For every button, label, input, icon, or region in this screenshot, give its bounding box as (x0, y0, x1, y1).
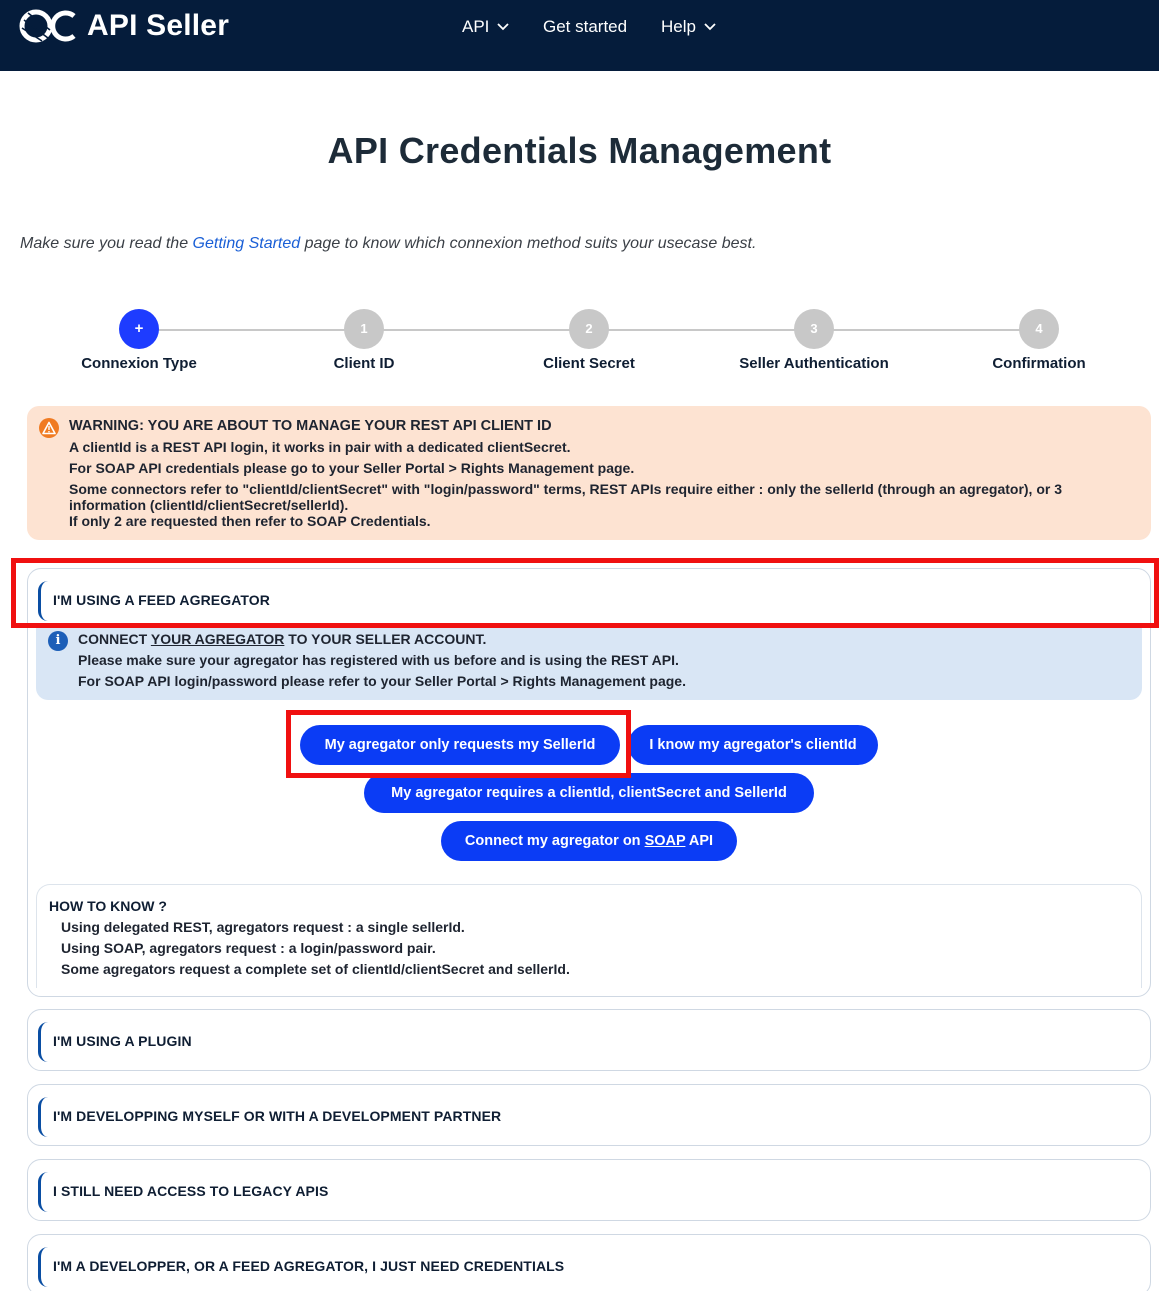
step-marker: 3 (794, 309, 834, 349)
info-title-after: TO YOUR SELLER ACCOUNT. (284, 631, 487, 647)
just-credentials-panel[interactable] (27, 1234, 1151, 1291)
panel-title: I'M A DEVELOPPER, OR A FEED AGREGATOR, I JUST NEED CREDENTIALS (53, 1258, 565, 1274)
step-seller-authentication[interactable] (714, 309, 914, 373)
nav-get-started-label: Get started (543, 17, 628, 36)
step-label: Client ID (333, 355, 395, 372)
step-connexion-type[interactable] (39, 309, 239, 373)
warning-line: information (clientId/clientSecret/sellerId). (69, 497, 349, 513)
legacy-apis-panel-header[interactable] (28, 1160, 1150, 1222)
step-confirmation[interactable] (939, 309, 1139, 373)
step-marker: 2 (569, 309, 609, 349)
intro-text (20, 234, 756, 254)
warning-alert (27, 406, 1151, 540)
panel-title: I'M USING A FEED AGREGATOR (53, 592, 270, 608)
page-title: API Credentials Management (327, 130, 832, 171)
brand-name[interactable]: API Seller (87, 9, 230, 42)
step-label: Client Secret (543, 355, 635, 372)
warning-line: A clientId is a REST API login, it works in pair with a dedicated clientSecret. (69, 439, 571, 455)
soap-button-after: API (685, 833, 714, 849)
how-to-know-line: Using SOAP, agregators request : a login/password pair. (61, 940, 436, 956)
nav-api-label: API (462, 17, 490, 36)
nav-get-started[interactable] (543, 16, 627, 38)
panel-title: I'M USING A PLUGIN (53, 1033, 192, 1049)
top-navigation-bar (0, 0, 1159, 71)
developing-panel-header[interactable] (28, 1085, 1150, 1147)
how-to-know-line: Using delegated REST, agregators request : a single sellerId. (61, 919, 465, 935)
intro-text-before: Make sure you read the (20, 235, 193, 252)
intro-text-after: page to know which connexion method suits your usecase best. (300, 235, 757, 252)
warning-line: Some connectors refer to "clientId/clientSecret" with "login/password" terms, REST APIs require either : only the sellerId (through an agregator), or 3 (69, 481, 1063, 497)
feed-agregator-panel-header[interactable] (28, 569, 1150, 631)
connect-agregator-soap-button[interactable] (441, 821, 737, 861)
chevron-down-icon (704, 23, 716, 31)
how-to-know-title: HOW TO KNOW ? (49, 898, 167, 914)
chevron-down-icon (497, 23, 509, 31)
nav-api[interactable] (462, 16, 509, 38)
nav-help-label: Help (661, 17, 696, 36)
warning-line: If only 2 are requested then refer to SOAP Credentials. (69, 513, 431, 529)
step-marker: 1 (344, 309, 384, 349)
plugin-panel-header[interactable] (28, 1010, 1150, 1072)
info-title (78, 631, 686, 647)
just-credentials-panel-header[interactable] (28, 1235, 1150, 1291)
step-client-id[interactable] (264, 309, 464, 373)
agregator-full-credentials-button[interactable]: My agregator requires a clientId, clientSecret and SellerId (364, 773, 814, 813)
step-marker: + (119, 309, 159, 349)
agregator-sellerid-only-button[interactable]: My agregator only requests my SellerId (300, 725, 620, 765)
step-label: Seller Authentication (739, 355, 889, 372)
info-text (78, 631, 686, 694)
how-to-know-lines (61, 919, 570, 982)
info-icon: i (48, 631, 68, 651)
nav-help[interactable] (661, 16, 716, 38)
brand-logo-icon[interactable] (18, 8, 78, 44)
info-line: Please make sure your agregator has registered with us before and is using the REST API. (78, 652, 679, 668)
getting-started-link[interactable]: Getting Started (192, 235, 301, 252)
panel-title: I'M DEVELOPPING MYSELF OR WITH A DEVELOPMENT PARTNER (53, 1108, 502, 1124)
panel-title: I STILL NEED ACCESS TO LEGACY APIS (53, 1183, 329, 1199)
soap-button-before: Connect my agregator on (464, 833, 645, 849)
developing-panel[interactable] (27, 1084, 1151, 1146)
know-agregator-clientid-button[interactable]: I know my agregator's clientId (628, 725, 878, 765)
warning-title: WARNING: YOU ARE ABOUT TO MANAGE YOUR REST API CLIENT ID (69, 418, 552, 434)
step-client-secret[interactable] (489, 309, 689, 373)
info-title-before: CONNECT (78, 631, 151, 647)
legacy-apis-panel[interactable] (27, 1159, 1151, 1221)
how-to-know-line: Some agregators request a complete set of clientId/clientSecret and sellerId. (61, 961, 570, 977)
step-label: Confirmation (992, 355, 1086, 372)
warning-icon (39, 418, 59, 438)
info-line: For SOAP API login/password please refer to your Seller Portal > Rights Management page. (78, 673, 686, 689)
soap-link: SOAP (644, 833, 686, 849)
warning-line: For SOAP API credentials please go to your Seller Portal > Rights Management page. (69, 460, 635, 476)
plugin-panel[interactable] (27, 1009, 1151, 1071)
step-marker: 4 (1019, 309, 1059, 349)
step-label: Connexion Type (81, 355, 197, 372)
warning-text (69, 418, 1129, 534)
connect-agregator-info (36, 628, 1142, 700)
how-to-know-box (36, 884, 1142, 988)
your-agregator-link[interactable]: YOUR AGREGATOR (150, 631, 285, 647)
